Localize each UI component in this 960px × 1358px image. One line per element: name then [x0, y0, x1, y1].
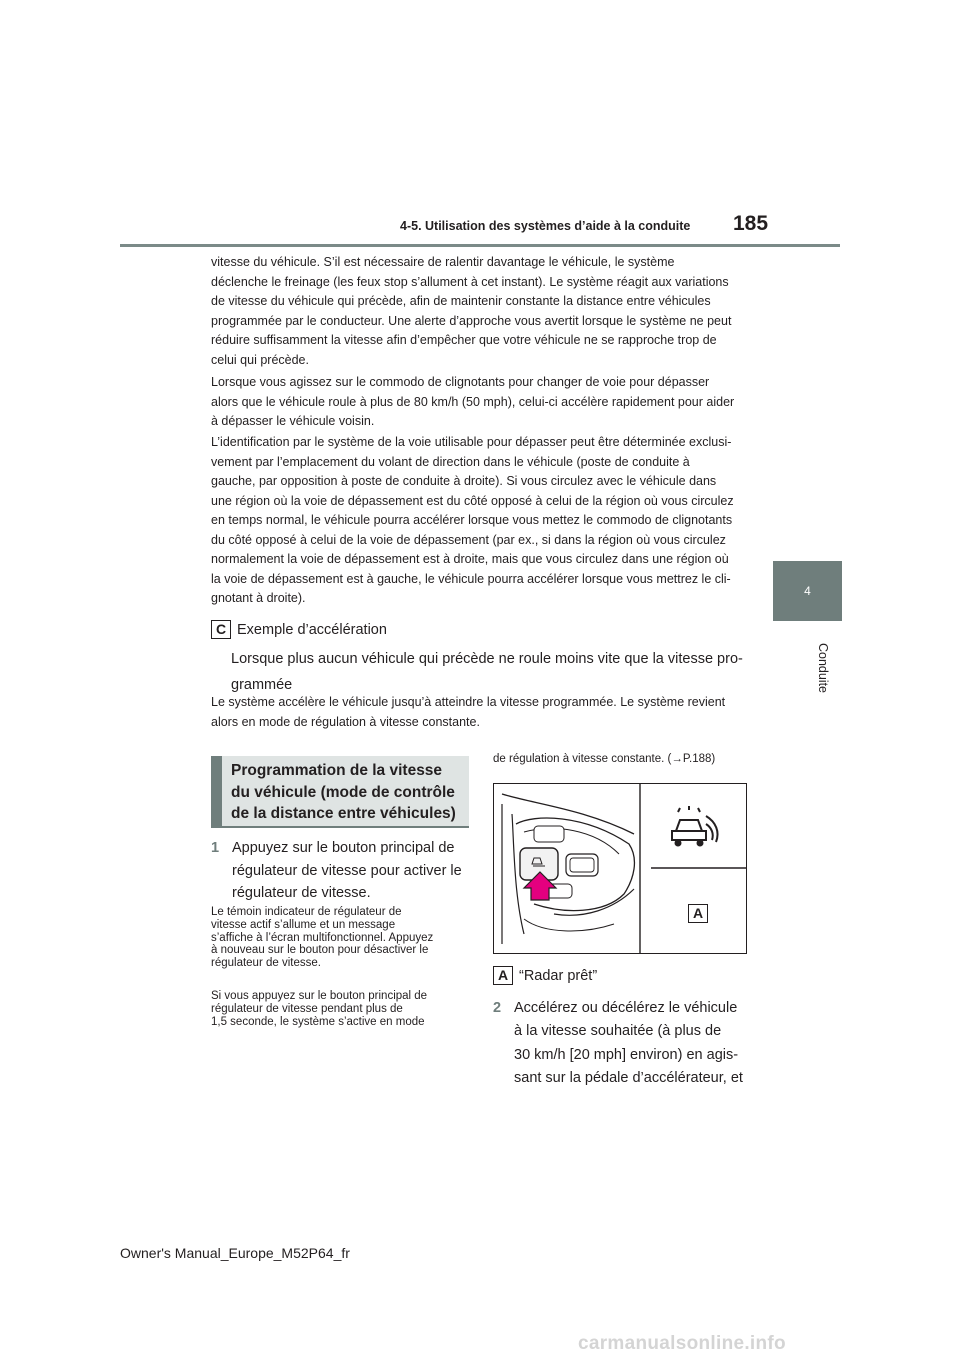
header-rule [120, 244, 840, 247]
paragraph-line: de vitesse du véhicule qui précède, afin de maintenir constante la distance entre véhicules [211, 294, 711, 308]
paragraph-line: normalement la voie de dépassement est à droite, mais que vous circulez dans une région où [211, 552, 729, 566]
paragraph-line: L’identification par le système de la voie utilisable pour dépasser peut être déterminée exclusi- [211, 435, 732, 449]
step-1-note-2 [211, 990, 471, 1028]
figure-label-a: A [688, 904, 708, 923]
steering-wheel-figure [493, 783, 747, 954]
step-line: sant sur la pédale d’accélérateur, et [514, 1069, 743, 1086]
paragraph-line: vitesse du véhicule. S’il est nécessaire de ralentir davantage le véhicule, le système [211, 255, 675, 269]
paragraph-line: gauche, par opposition à poste de conduite à droite). Si vous circulez avec le véhicule dans [211, 474, 717, 488]
step-line: à la vitesse souhaitée (à plus de [514, 1023, 722, 1040]
chapter-tab[interactable] [773, 561, 842, 621]
distance-button [566, 854, 598, 876]
paragraph-1 [211, 253, 756, 370]
step-line: Accélérez ou décélérez le véhicule [514, 1000, 738, 1016]
note-line: s’affiche à l’écran multifonctionnel. Appuyez [211, 931, 434, 944]
paragraph-line: en temps normal, le véhicule pourra accélérer lorsque vous mettez le commodo de clignotants [211, 513, 733, 527]
paragraph-line: une région où la voie de dépassement est du côté opposé à celui de la région où vous circulez [211, 493, 734, 508]
wheel-outline [502, 794, 634, 834]
note-line: Si vous appuyez sur le bouton principal de [211, 990, 428, 1002]
paragraph-3 [211, 433, 756, 609]
label-box-a: A [493, 966, 513, 985]
continuation-text: de régulation à vitesse constante. (→P.188) [493, 753, 716, 765]
paragraph-line: déclenche le freinage (les feux stop s’allument à cet instant). Le système réagit aux variations [211, 274, 729, 289]
step-2 [493, 997, 743, 1090]
item-a [493, 966, 597, 985]
paragraph-line: la voie de dépassement est à gauche, le véhicule pourra accélérer lorsque vous mettrez le cli- [211, 571, 731, 586]
item-c-description [231, 646, 761, 698]
note-line: Le système accélère le véhicule jusqu’à atteindre la vitesse programmée. Le système revient [211, 695, 726, 709]
note-line: régulateur de vitesse pendant plus de [211, 1002, 403, 1015]
step-line: régulateur de vitesse. [232, 885, 371, 901]
step-number: 1 [211, 840, 220, 856]
note-line: alors en mode de régulation à vitesse constante. [211, 714, 480, 729]
steering-switch-illustration [494, 784, 746, 953]
paragraph-line: à dépasser le véhicule voisin. [211, 414, 375, 428]
note-line: régulateur de vitesse. [211, 957, 321, 970]
label-box-c: C [211, 620, 231, 639]
section-heading [211, 756, 469, 828]
paragraph-2 [211, 373, 756, 432]
paragraph-line: programmée par le conducteur. Une alerte d’approche vous avertit lorsque le système ne peut [211, 313, 732, 328]
section-heading-line: de la distance entre véhicules) [231, 805, 456, 822]
radar-ready-icon [672, 806, 718, 846]
paragraph-line: celui qui précède. [211, 352, 309, 367]
note-line: à nouveau sur le bouton pour désactiver le [211, 944, 429, 957]
note-line: Le témoin indicateur de régulateur de [211, 906, 402, 918]
item-c [211, 620, 387, 639]
step-number: 2 [493, 1000, 502, 1016]
paragraph-line: gnotant à droite). [211, 591, 306, 605]
step-line: 30 km/h [20 mph] environ) en agis- [514, 1046, 739, 1063]
item-c-desc-line: grammée [231, 677, 293, 693]
chapter-title-vertical: Conduite [816, 642, 830, 694]
page-number: 185 [733, 212, 769, 235]
chapter-number: 4 [804, 584, 811, 598]
paragraph-line: alors que le véhicule roule à plus de 80 km/h (50 mph), celui-ci accélère rapidement pour aider [211, 394, 735, 409]
upper-button [534, 826, 564, 842]
paragraph-line: vement par l’emplacement du volant de direction dans le véhicule (poste de conduite à [211, 454, 690, 469]
step-line: régulateur de vitesse pour activer le [232, 862, 462, 879]
paragraph-line: du côté opposé à celui de la voie de dépassement (par ex., si dans la région où vous circulez [211, 532, 726, 547]
note-line: 1,5 seconde, le système s’active en mode [211, 1015, 425, 1028]
wheel-spoke [524, 919, 614, 931]
note-line: vitesse actif s’allume et un message [211, 918, 396, 931]
step-1-note-1 [211, 906, 471, 970]
step-1 [211, 837, 462, 905]
item-c-title: Exemple d’accélération [237, 621, 387, 638]
step-line: Appuyez sur le bouton principal de [232, 840, 455, 856]
section-heading-line: Programmation de la vitesse [231, 762, 443, 779]
paragraph-line: Lorsque vous agissez sur le commodo de clignotants pour changer de voie pour dépasser [211, 375, 710, 389]
section-heading-line: du véhicule (mode de contrôle [231, 783, 455, 801]
item-c-note [211, 693, 756, 732]
watermark[interactable]: carmanualsonline.info [578, 1333, 786, 1354]
header-section-title: 4-5. Utilisation des systèmes d’aide à la conduite [400, 219, 691, 233]
item-c-desc-line: Lorsque plus aucun véhicule qui précède ne roule moins vite que la vitesse pro- [231, 651, 743, 667]
footer-manual-id: Owner's Manual_Europe_M52P64_fr [120, 1245, 350, 1261]
paragraph-line: réduire suffisamment la vitesse afin d’empêcher que votre véhicule ne se rapproche trop de [211, 333, 717, 347]
item-a-text: “Radar prêt” [519, 967, 598, 984]
